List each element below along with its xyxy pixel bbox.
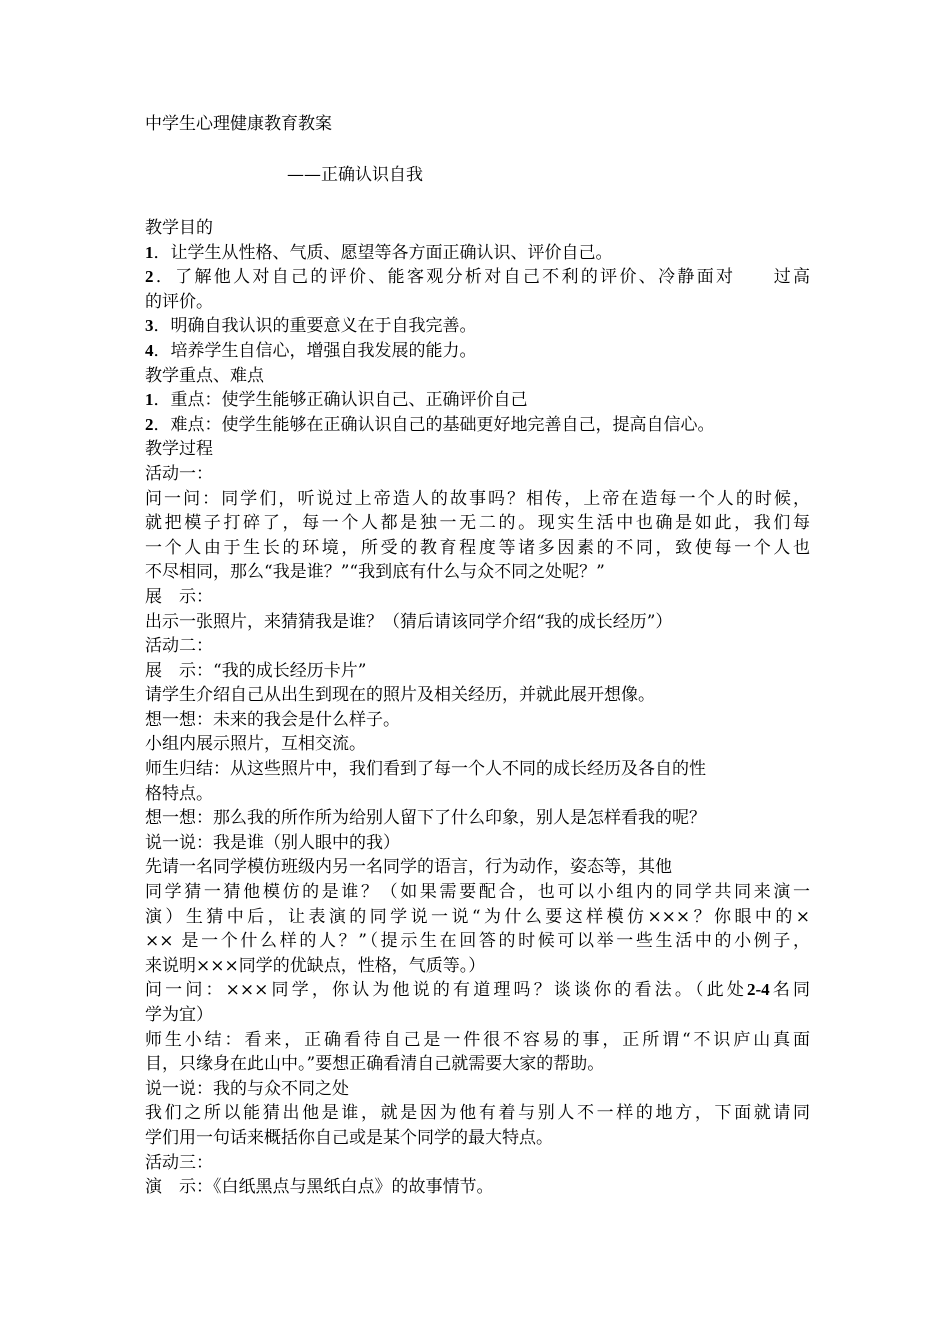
- objective-item-3: [145, 314, 810, 339]
- objective-number: 2: [145, 267, 154, 287]
- keypoint-number: 1: [145, 390, 154, 410]
- activity-2-think-2: 想一想：那么我的所作所为给别人留下了什么印象，别人是怎样看我的呢？: [145, 808, 706, 829]
- activity-2-say-2: 说一说：我的与众不同之处: [145, 1078, 349, 1099]
- document-title: 中学生心理健康教育教案: [145, 114, 332, 134]
- objective-item-2: [145, 265, 810, 290]
- ask-range: 2-4: [747, 980, 770, 1000]
- objective-number: 1: [145, 242, 154, 262]
- keypoint-text: ．重点：使学生能够正确认识自己、正确评价自己: [153, 390, 528, 411]
- objective-text: 过高: [771, 267, 811, 288]
- keypoint-text: ．难点：使学生能够在正确认识自己的基础更好地完善自己，提高自信心。: [153, 414, 715, 435]
- activity-2-say-1: 说一说：我是谁（别人眼中的我）: [145, 832, 400, 853]
- objective-text: ．了解他人对自己的评价、能客观分析对自己不利的评价、冷静面对: [153, 267, 736, 288]
- activity-2-imitate-line: 来说明×××同学的优缺点，性格，气质等。）: [145, 955, 486, 976]
- activity-1-line: 就把模子打碎了，每一个人都是独一无二的。现实生活中也确是如此，我们每: [145, 513, 810, 534]
- process-heading: 教学过程: [145, 439, 213, 460]
- activity-1-label: 活动一：: [145, 463, 213, 484]
- activity-2-imitate-line: 同学猜一猜他模仿的是谁？（如果需要配合，也可以小组内的同学共同来演一: [145, 882, 810, 903]
- activity-2-unique-line: 学们用一句话来概括你自己或是某个同学的最大特点。: [145, 1127, 553, 1148]
- objective-text: ．让学生从性格、气质、愿望等各方面正确认识、评价自己。: [153, 242, 613, 263]
- objective-number: 4: [145, 340, 154, 360]
- activity-2-teacher-summary: 师生小结：看来，正确看待自己是一件很不容易的事，正所谓“不识庐山真面: [145, 1029, 810, 1050]
- activity-1-line: 不尽相同，那么“我是谁？”“我到底有什么与众不同之处呢？”: [145, 562, 605, 583]
- activity-2-ask: [145, 978, 810, 1003]
- activity-2-show: 展 示：“我的成长经历卡片”: [145, 660, 367, 681]
- objective-number: 3: [145, 316, 154, 336]
- activity-1-show-label: 展 示：: [145, 586, 213, 607]
- activity-2-imitate-line: ×× 是一个什么样的人？”（提示生在回答的时候可以举一些生活中的小例子，: [145, 931, 810, 952]
- activity-2-ask-cont: 学为宜）: [145, 1005, 213, 1025]
- activity-2-unique-line: 我们之所以能猜出他是谁，就是因为他有着与别人不一样的地方，下面就请同: [145, 1103, 810, 1124]
- activity-2-teacher-summary: 目，只缘身在此山中。”要想正确看清自己就需要大家的帮助。: [145, 1054, 605, 1075]
- activity-2-imitate-line: 演）生猜中后，让表演的同学说一说“为什么要这样模仿×××？你眼中的×: [145, 906, 810, 927]
- ask-text: 名同: [769, 980, 811, 1001]
- activity-2-think-1: 想一想：未来的我会是什么样子。: [145, 709, 400, 730]
- activity-2-intro: 请学生介绍自己从出生到现在的照片及相关经历，并就此展开想像。: [145, 685, 655, 706]
- activity-3-label: 活动三：: [145, 1152, 213, 1173]
- keypoints-heading: 教学重点、难点: [145, 365, 264, 386]
- activity-2-summary: 师生归结：从这些照片中，我们看到了每一个人不同的成长经历及各自的性: [145, 759, 706, 780]
- keypoint-item-2: [145, 413, 810, 438]
- ask-text: 问一问：×××同学，你认为他说的有道理吗？谈谈你的看法。（此处: [145, 980, 747, 1001]
- objective-item-4: [145, 339, 810, 364]
- document-page: [145, 112, 810, 1200]
- activity-2-summary-cont: 格特点。: [145, 783, 213, 804]
- activity-1-line: 一个人由于生长的环境，所受的教育程度等诸多因素的不同，致使每一个人也: [145, 537, 810, 558]
- objective-item-1: [145, 241, 810, 266]
- keypoint-number: 2: [145, 414, 154, 434]
- activity-1-show-text: 出示一张照片，来猜猜我是谁？（猜后请该同学介绍“我的成长经历”）: [145, 611, 673, 632]
- activity-1-line: 问一问：同学们，听说过上帝造人的故事吗？相传，上帝在造每一个人的时候，: [145, 488, 810, 509]
- activity-3-perform: 演 示：《白纸黑点与黑纸白点》的故事情节。: [145, 1177, 494, 1198]
- objective-item-2-cont: 的评价。: [145, 291, 213, 312]
- objectives-heading: 教学目的: [145, 218, 213, 238]
- activity-2-imitate-line: 先请一名同学模仿班级内另一名同学的语言，行为动作，姿态等，其他: [145, 857, 672, 878]
- activity-2-label: 活动二：: [145, 636, 213, 657]
- objective-text: ．明确自我认识的重要意义在于自我完善。: [153, 316, 477, 337]
- activity-2-group: 小组内展示照片，互相交流。: [145, 734, 366, 755]
- keypoint-item-1: [145, 388, 810, 413]
- section-spacer: [145, 187, 810, 216]
- document-subtitle: ——正确认识自我: [287, 165, 423, 185]
- objective-text: ．培养学生自信心，增强自我发展的能力。: [153, 340, 477, 361]
